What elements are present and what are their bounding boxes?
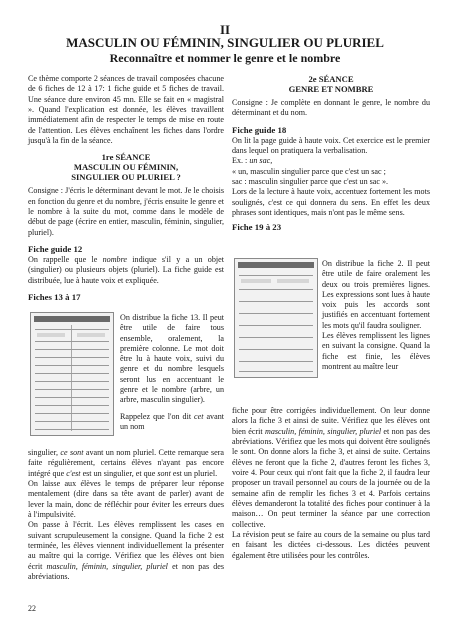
worksheet-thumbnail	[30, 312, 114, 436]
fiche-guide-12-text: On rappelle que le nombre indique s'il y a un objet (singulier) ou plusieurs objets (pluriel). La fiche guide est distribuée, lue à haute voix et expliquée.	[28, 255, 224, 285]
worksheet-thumbnail	[234, 258, 318, 378]
fiches-19-23-heading: Fiche 19 à 23	[232, 222, 282, 233]
example-line-1: « un, masculin singulier parce que c'est un sac ;	[232, 166, 386, 176]
chapter-number: II	[219, 22, 231, 37]
page-number: 22	[28, 604, 36, 613]
intro-paragraph: Ce thème comporte 2 séances de travail composées chacune de 6 fiches de 12 à 17: 1 fiche guide et 5 fiches de travail. Une séance dure environ 45 mn. Elle se fait en « magistral ». Quand l'explication est donnée, les élèves travaillent immédiatement afin de respecter le temps de mise en route de l'attention. Les élèves enchaînent les fiches dans l'ordre jusqu'à la fin de la séance.	[28, 74, 224, 146]
fiche-guide-18-more: Lors de la lecture à haute voix, accentuez fortement les mots soulignés, c'est ce qui donnera du sens. En effet les deux phrases sont identiques, mais n'ont pas le même sens.	[232, 187, 430, 218]
fiches-13-17-wrapped-text: On distribue la fiche 13. Il peut être utile de faire tous ensemble, oralement, la première colonne. Le mot doit être lu à haute voix, suivi du genre et du nombre lesquels seront lus en accentuant le genre et le nombre (arbre, un arbre, masculin singulier). Rappelez que l'on dit cet avant un nom	[120, 313, 224, 431]
seance1-heading-1: 1re SÉANCE	[101, 152, 151, 163]
fiches-19-23-wrapped-text: On distribue la fiche 2. Il peut être utile de faire oralement les deux ou trois premières lignes. Les expressions sont lues à haute voix puis les accords sont justifiés en accentuant fortement les mots qu'il faudra souligner. Les élèves remplissent les lignes en suivant la consigne. Quand la fiche est finie, les élèves montrent au maître leur	[322, 259, 430, 371]
fiche-guide-18-text: On lit la page guide à haute voix. Cet exercice est le premier dans lequel on pratiquera la verbalisation.	[232, 135, 430, 156]
example-label: Ex. : un sac,	[232, 156, 273, 166]
fiche-guide-12-heading: Fiche guide 12	[28, 244, 83, 255]
fiches-19-23-continued: fiche pour être corrigées individuellement. On leur donne alors la fiche 3 et ainsi de suite. Vérifiez que les élèves ont bien écrit masculin, féminin, singulier, pluriel et non pas des abréviations. Vérifiez que les mots qui doivent être soulignés le sont. On donne alors la fiche 3, et ainsi de suite. Certains élèves ne feront que la fiche 2, d'autres feront les fiches 3, voire 4. Pour ceux qui n'ont fait que la fiche 2, il faudra leur proposer un travail personnel au cours de la journée ou de la semaine afin de remplir les fiches 3 et 4. Parfois certains élèves demanderont la totalité des fiches pour continuer à la maison… On peut terminer la séance par une correction collective. La révision peut se faire au cours de la semaine ou plus tard en faisant les dictées ci-dessous. Les dictées peuvent également être utilisées pour les contrôles.	[232, 406, 431, 560]
fiches-13-17-continued: singulier, ce sont avant un nom pluriel. Cette remarque sera faite régulièrement, certains élèves n'ayant pas encore intégré que c'est est un singulier, et que sont est un pluriel. On laisse aux élèves le temps de préparer leur réponse mentalement (dire dans sa tête avant de parler) avant de lever la main, donc de réfléchir pour éviter les erreurs dues à l'impulsivité. On passe à l'écrit. Les élèves remplissent les cases en suivant scrupuleusement la consigne. Quand la fiche 2 est terminée, les élèves viennent individuellement la présenter au maître qui la corrige. Vérifiez que les élèves ont bien écrit masculin, féminin, singulier, pluriel et non pas des abréviations.	[28, 448, 225, 582]
fiches-13-17-heading: Fiches 13 à 17	[28, 292, 81, 303]
chapter-title: MASCULIN OU FÉMININ, SINGULIER OU PLURIEL	[66, 35, 384, 50]
consigne2-paragraph: Consigne : Je complète en donnant le genre, le nombre du déterminant et du nom.	[232, 98, 430, 118]
seance2-heading-2: GENRE ET NOMBRE	[288, 84, 374, 94]
right-column	[232, 74, 430, 233]
seance1-heading-3: SINGULIER OU PLURIEL ?	[71, 172, 181, 183]
fiche-guide-18-heading: Fiche guide 18	[232, 124, 287, 135]
consigne-paragraph: Consigne : J'écris le déterminant devant le mot. Je le choisis en fonction du genre et du nombre, j'écris ensuite le genre et le nombre à la suite du mot, comme dans le modèle de début de page (écrire en entier, masculin, féminin, singulier, pluriel).	[28, 186, 224, 237]
chapter-subtitle: Reconnaître et nommer le genre et le nombre	[109, 51, 341, 65]
seance2-heading-1: 2e SÉANCE	[308, 74, 354, 84]
left-column	[28, 74, 224, 303]
example-line-2: sac : masculin singulier parce que c'est un sac ».	[232, 177, 389, 187]
seance1-heading-2: MASCULIN OU FÉMININ,	[73, 162, 179, 173]
